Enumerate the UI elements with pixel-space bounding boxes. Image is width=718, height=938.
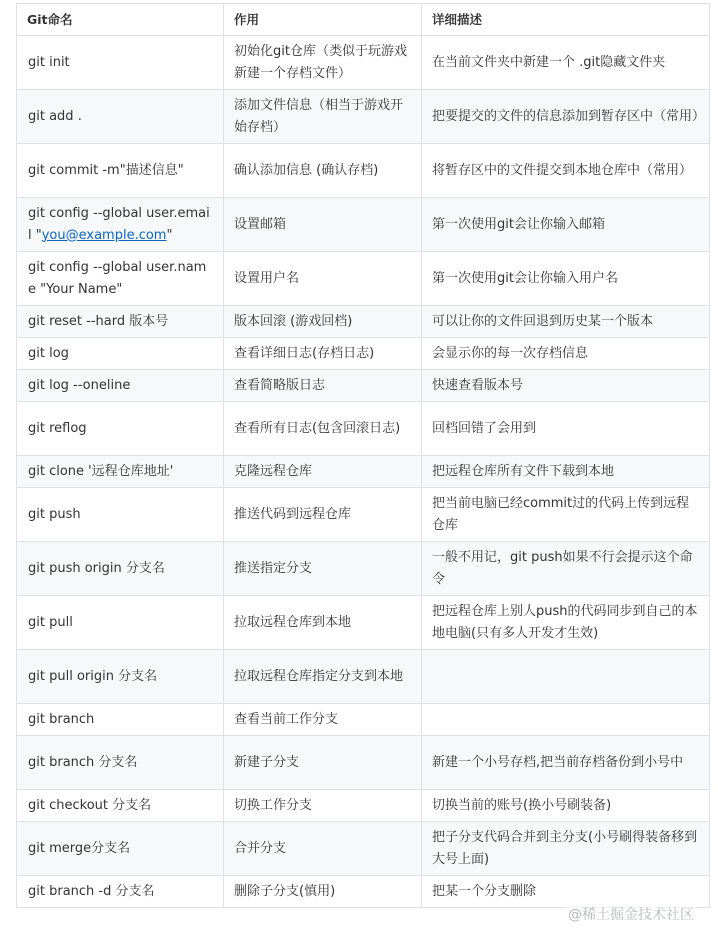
command-cell: git reset --hard 版本号	[17, 306, 224, 338]
detail-cell: 可以让你的文件回退到历史某一个版本	[422, 306, 710, 338]
command-cell: git push	[17, 488, 224, 542]
table-row	[17, 542, 710, 596]
detail-cell	[422, 704, 710, 736]
detail-cell: 把远程仓库上别人push的代码同步到自己的本地电脑(只有多人开发才生效)	[422, 596, 710, 650]
purpose-cell: 添加文件信息（相当于游戏开始存档）	[224, 90, 422, 144]
command-cell: git commit -m"描述信息"	[17, 144, 224, 198]
table-row	[17, 596, 710, 650]
command-cell: git log --oneline	[17, 370, 224, 402]
purpose-cell: 查看当前工作分支	[224, 704, 422, 736]
table-row	[17, 306, 710, 338]
detail-cell: 把子分支代码合并到主分支(小号刷得装备移到大号上面)	[422, 822, 710, 876]
detail-cell: 一般不用记，git push如果不行会提示这个命令	[422, 542, 710, 596]
table-row	[17, 790, 710, 822]
detail-cell: 把要提交的文件的信息添加到暂存区中（常用）	[422, 90, 710, 144]
purpose-cell: 查看所有日志(包含回滚日志)	[224, 402, 422, 456]
detail-cell: 将暂存区中的文件提交到本地仓库中（常用）	[422, 144, 710, 198]
detail-cell: 切换当前的账号(换小号刷装备)	[422, 790, 710, 822]
purpose-cell: 拉取远程仓库到本地	[224, 596, 422, 650]
command-cell: git add .	[17, 90, 224, 144]
git-commands-table	[16, 3, 710, 908]
table-row	[17, 822, 710, 876]
detail-cell: 快速查看版本号	[422, 370, 710, 402]
purpose-cell: 克隆远程仓库	[224, 456, 422, 488]
detail-cell: 第一次使用git会让你输入用户名	[422, 252, 710, 306]
detail-cell: 新建一个小号存档,把当前存档备份到小号中	[422, 736, 710, 790]
purpose-cell: 查看简略版日志	[224, 370, 422, 402]
command-cell: git push origin 分支名	[17, 542, 224, 596]
watermark: @稀土掘金技术社区	[566, 903, 696, 925]
command-cell: git reflog	[17, 402, 224, 456]
detail-cell: 在当前文件夹中新建一个 .git隐藏文件夹	[422, 36, 710, 90]
table-header-row	[17, 4, 710, 36]
table-row	[17, 370, 710, 402]
command-cell: git branch	[17, 704, 224, 736]
table-row	[17, 456, 710, 488]
command-cell: git init	[17, 36, 224, 90]
purpose-cell: 合并分支	[224, 822, 422, 876]
command-cell: git config --global user.name "Your Name"	[17, 252, 224, 306]
purpose-cell: 版本回滚 (游戏回档)	[224, 306, 422, 338]
detail-cell: 第一次使用git会让你输入邮箱	[422, 198, 710, 252]
command-cell: git branch 分支名	[17, 736, 224, 790]
purpose-cell: 推送代码到远程仓库	[224, 488, 422, 542]
purpose-cell: 拉取远程仓库指定分支到本地	[224, 650, 422, 704]
detail-cell: 把远程仓库所有文件下载到本地	[422, 456, 710, 488]
purpose-cell: 切换工作分支	[224, 790, 422, 822]
table-row	[17, 252, 710, 306]
table-row	[17, 144, 710, 198]
purpose-cell: 新建子分支	[224, 736, 422, 790]
detail-cell: 把某一个分支删除	[422, 876, 710, 908]
table-row	[17, 198, 710, 252]
detail-cell: 会显示你的每一次存档信息	[422, 338, 710, 370]
detail-cell: 把当前电脑已经commit过的代码上传到远程仓库	[422, 488, 710, 542]
command-cell: git pull origin 分支名	[17, 650, 224, 704]
header-detail: 详细描述	[422, 4, 710, 36]
purpose-cell: 初始化git仓库（类似于玩游戏新建一个存档文件）	[224, 36, 422, 90]
purpose-cell: 设置用户名	[224, 252, 422, 306]
command-quote: "	[166, 227, 173, 243]
table-row	[17, 36, 710, 90]
table-row	[17, 650, 710, 704]
table-row	[17, 736, 710, 790]
header-purpose: 作用	[224, 4, 422, 36]
table-row	[17, 704, 710, 736]
email-link[interactable]: you@example.com	[41, 227, 167, 243]
detail-cell: 回档回错了会用到	[422, 402, 710, 456]
header-command: Git命名	[17, 4, 224, 36]
command-cell: git branch -d 分支名	[17, 876, 224, 908]
purpose-cell: 查看详细日志(存档日志)	[224, 338, 422, 370]
command-cell: git merge分支名	[17, 822, 224, 876]
purpose-cell: 推送指定分支	[224, 542, 422, 596]
command-text: git config --global user.email "	[28, 205, 210, 243]
table-row	[17, 402, 710, 456]
table-row	[17, 338, 710, 370]
detail-cell	[422, 650, 710, 704]
command-cell: git pull	[17, 596, 224, 650]
command-cell: git log	[17, 338, 224, 370]
table-row	[17, 90, 710, 144]
command-cell: git checkout 分支名	[17, 790, 224, 822]
purpose-cell: 确认添加信息 (确认存档)	[224, 144, 422, 198]
command-cell	[17, 198, 224, 252]
command-cell: git clone '远程仓库地址'	[17, 456, 224, 488]
table-row	[17, 488, 710, 542]
purpose-cell: 删除子分支(慎用)	[224, 876, 422, 908]
purpose-cell: 设置邮箱	[224, 198, 422, 252]
